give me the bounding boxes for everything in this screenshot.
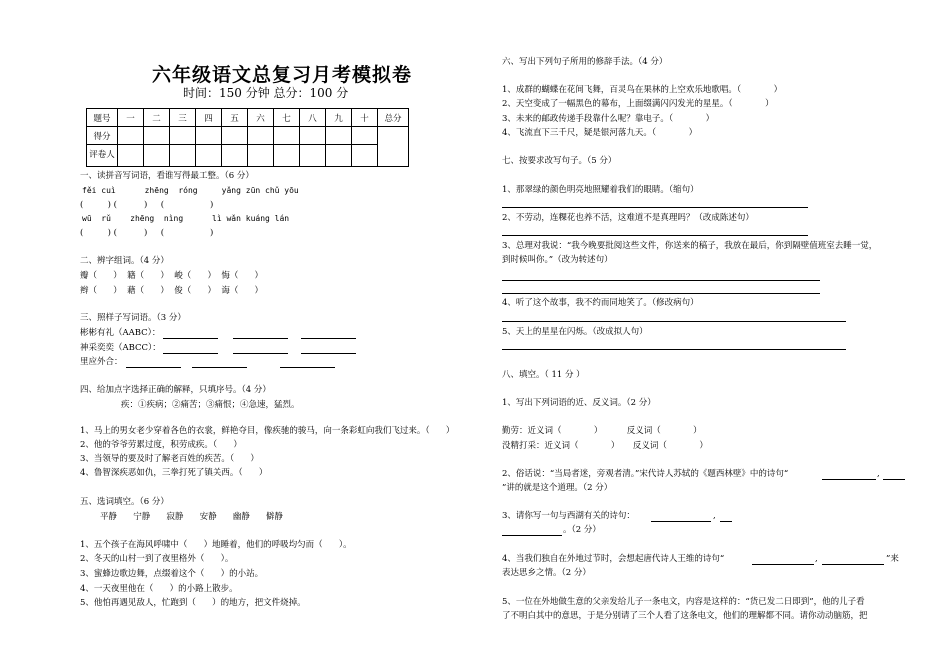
answer-line[interactable] <box>752 564 814 565</box>
word-bank: 平静 宁静 寂静 安静 幽静 僻静 <box>100 512 284 522</box>
header-cell: 十 <box>352 109 378 127</box>
question-item: 3、总理对我说：“我今晚要批阅这些文件，你送来的稿子，我放在最后，你到隔壁值班室去睡一觉， <box>502 241 878 251</box>
answer-line[interactable] <box>651 521 711 522</box>
question-item[interactable]: 勤劳：近义词（ ） 反义词（ ） <box>502 426 702 436</box>
question-item: 4、鲁智深疾恶如仇，三拳打死了镇关西。（ ） <box>80 468 268 478</box>
question-item: 1、马上的男女老少穿着各色的衣裳，鲜艳夺目，像疾驰的骏马，向一条彩虹向我们飞过来。（ ） <box>80 426 455 436</box>
question-item: 2、他的爷爷劳累过度，积劳成疾。（ ） <box>80 440 242 450</box>
answer-line[interactable] <box>502 207 808 208</box>
question-item: 3、请你写一句与西湖有关的诗句： <box>502 511 635 521</box>
question-item: 3、未来的邮政传递手段靠什么呢？靠电子。（ ） <box>502 114 715 124</box>
question-item: 到时候叫你。”（改为转述句） <box>502 255 613 265</box>
question-item: 3、蜜蜂边歌边舞，点缀着这个（ ）的小站。 <box>80 569 264 579</box>
answer-line[interactable] <box>502 235 808 236</box>
question-item: 5、天上的星星在闪烁。（改成拟人句） <box>502 327 648 337</box>
pattern-item: 里应外合： <box>80 357 123 367</box>
question-item: 1、成群的蝴蝶在花间飞舞，百灵鸟在果林的上空欢乐地歌唱。（ ） <box>502 85 783 95</box>
header-cell: 六 <box>248 109 274 127</box>
answer-line[interactable] <box>822 564 884 565</box>
question-item: 2、不劳动，连粿花也养不活，这难道不是真理吗？（改成陈述句） <box>502 213 754 223</box>
grader-row <box>87 145 409 167</box>
header-cell: 五 <box>222 109 248 127</box>
answer-line[interactable] <box>502 280 820 281</box>
section-4-heading: 四、给加点字选择正确的解释，只填序号。（4 分） <box>80 385 271 395</box>
question-item: 5、他怕再遇见敌人，忙跑到（ ）的地方，把文件烧掉。 <box>80 598 306 608</box>
page-subtitle: 时间：150 分钟 总分：100 分 <box>183 86 349 100</box>
header-cell: 一 <box>118 109 144 127</box>
header-cell: 四 <box>196 109 222 127</box>
answer-blanks[interactable]: ( ) ( ) ( ) <box>80 200 214 210</box>
section-8-heading: 八、填空。（ 11 分 ） <box>502 370 585 380</box>
row-label: 得分 <box>87 127 118 145</box>
question-item: 1、写出下列词语的近、反义词。（2 分） <box>502 398 656 408</box>
question-item: ”讲的就是这个道理。（2 分） <box>502 483 613 493</box>
question-item: 4、听了这个故事，我不约而同地笑了。（修改病句） <box>502 298 699 308</box>
question-item: 4、飞流直下三千尺，疑是银河落九天。（ ） <box>502 128 698 138</box>
question-item: 表达思乡之情。（2 分） <box>502 568 591 578</box>
question-item: 4、一天夜里他在（ ）的小路上散步。 <box>80 584 238 594</box>
pattern-item: 彬彬有礼（AABC）： <box>80 328 161 338</box>
definition-options: 疾：①疾病；②痛苦；③痛恨；④急速，猛烈。 <box>121 400 300 410</box>
question-item: 1、那翠绿的颜色明亮地照耀着我们的眼睛。（缩句） <box>502 185 699 195</box>
char-row[interactable]: 瓣（ ） 籍（ ） 峻（ ） 悔（ ） <box>80 271 264 281</box>
answer-line[interactable] <box>502 321 846 322</box>
page-title: 六年级语文总复习月考模拟卷 <box>152 64 413 86</box>
question-item: 1、五个孩子在海风呼啸中（ ）地睡着，他们的呼吸均匀而（ ）。 <box>80 540 352 550</box>
section-6-heading: 六、写出下列句子所用的修辞手法。（4 分） <box>502 57 668 67</box>
question-item: 4、当我们独自在外地过节时，会想起唐代诗人王维的诗句“ <box>502 554 725 564</box>
score-table-header-row <box>87 109 409 127</box>
question-item: 。（2 分） <box>563 525 601 535</box>
question-item: 3、当领导的要及时了解老百姓的疾苦。（ ） <box>80 454 259 464</box>
question-item: 5、一位在外地做生意的父亲发给儿子一条电文，内容是这样的：“货已发二日即到”，他的儿子看 <box>502 597 865 607</box>
section-2-heading: 二、辨字组词。（4 分） <box>80 256 169 266</box>
header-cell: 总分 <box>378 109 409 127</box>
answer-line[interactable] <box>502 293 820 294</box>
answer-line[interactable] <box>502 349 846 350</box>
score-table <box>86 108 409 167</box>
header-cell: 七 <box>274 109 300 127</box>
question-item: 了不明白其中的意思，于是分别请了三个人看了这条电文，他们的理解都不同。请你动动脑筋，把 <box>502 611 868 621</box>
header-cell: 八 <box>300 109 326 127</box>
header-cell: 二 <box>144 109 170 127</box>
score-row <box>87 127 409 145</box>
header-cell: 题号 <box>87 109 118 127</box>
section-3-heading: 三、照样子写词语。（3 分） <box>80 313 186 323</box>
answer-line[interactable] <box>883 479 905 480</box>
answer-line[interactable] <box>502 535 562 536</box>
question-item[interactable]: 没精打采：近义词（ ） 反义词（ ） <box>502 441 708 451</box>
question-item: 2、冬天的山村一到了夜里格外（ ）。 <box>80 554 234 564</box>
section-1-heading: 一、读拼音写词语，看谁写得最工整。（6 分） <box>80 171 254 181</box>
char-row[interactable]: 辫（ ） 藉（ ） 俊（ ） 诲（ ） <box>80 286 264 296</box>
pinyin-row: wū rǔ zhēng nìng lì wǎn kuáng lán <box>82 214 290 223</box>
row-label: 评卷人 <box>87 145 118 167</box>
answer-line[interactable] <box>720 521 732 522</box>
header-cell: 九 <box>326 109 352 127</box>
section-7-heading: 七、按要求改写句子。（5 分） <box>502 156 617 166</box>
answer-line[interactable] <box>822 479 876 480</box>
header-cell: 三 <box>170 109 196 127</box>
question-item: 2、俗话说：“当局者迷，旁观者清。”宋代诗人苏轼的《题西林壁》中的诗句“ <box>502 469 789 479</box>
pattern-item: 神采奕奕（ABCC）： <box>80 343 161 353</box>
pinyin-row: fěi cuì zhēng róng yǎng zūn chǔ yōu <box>82 186 299 195</box>
answer-blanks[interactable]: ( ) ( ) ( ) <box>80 228 214 238</box>
section-5-heading: 五、选词填空。（6 分） <box>80 497 169 507</box>
question-item: 2、天空变成了一幅黑色的幕布，上面缀满闪闪发光的星星。（ ） <box>502 99 774 109</box>
